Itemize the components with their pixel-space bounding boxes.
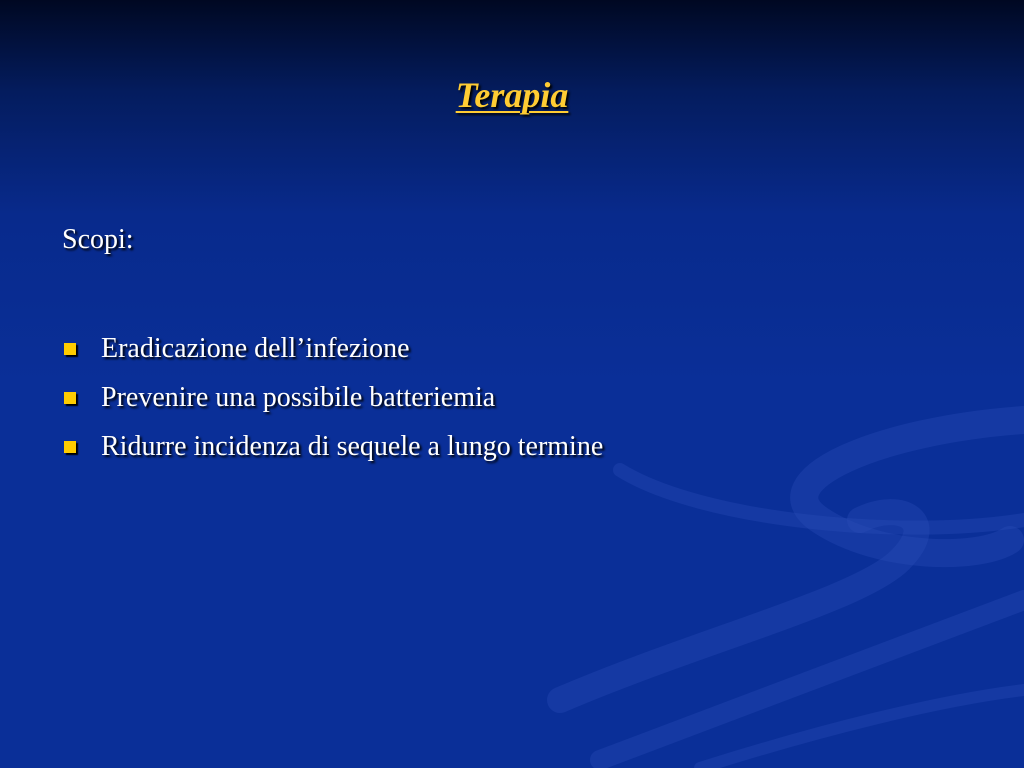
slide-title: Terapia <box>455 75 569 115</box>
bullet-item <box>62 373 603 422</box>
bullet-text: Prevenire una possibile batteriemia <box>101 381 496 413</box>
section-heading: Scopi: <box>62 224 134 255</box>
bullet-text: Ridurre incidenza di sequele a lungo termine <box>101 430 604 462</box>
bullet-text: Eradicazione dell’infezione <box>101 332 410 364</box>
square-bullet-icon <box>64 392 76 404</box>
bullet-item <box>62 324 603 373</box>
square-bullet-icon <box>64 441 76 453</box>
bullet-list <box>62 324 603 471</box>
square-bullet-icon <box>64 343 76 355</box>
bullet-item <box>62 422 603 471</box>
